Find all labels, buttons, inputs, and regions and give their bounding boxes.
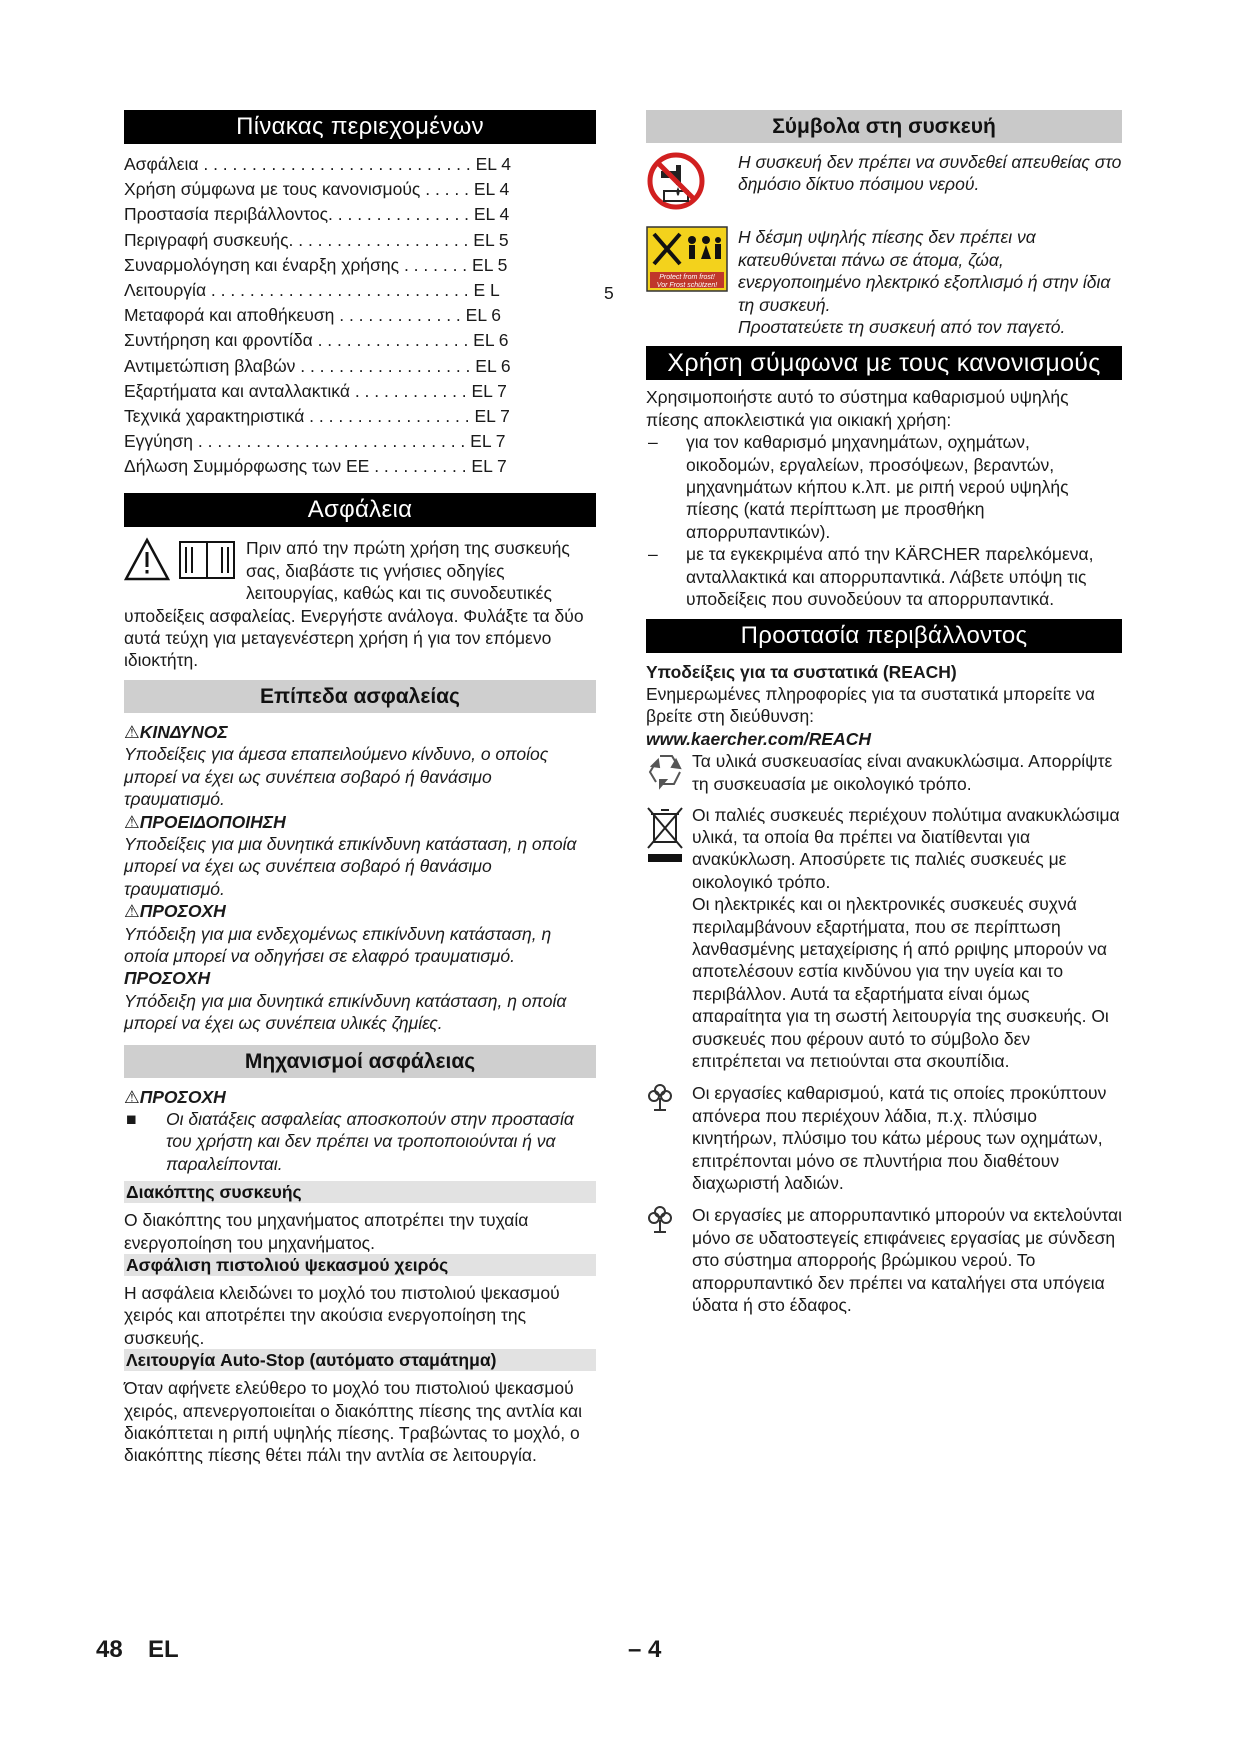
toc-item[interactable]: Αντιμετώπιση βλαβών . . . . . . . . . . . . . . . . . . EL 6 [124,355,511,376]
caution-text: Υπόδειξη για μια ενδεχομένως επικίνδυνη κατάσταση, η οποία μπορεί να οδηγήσει σε ελαφρό τραυματισμό. [124,923,552,966]
safety-intro-text: Πριν από την πρώτη χρήση της συσκευής σας, διαβάστε τις γνήσιες οδηγίες λειτουργίας, καθώς και τις συνοδευτικές υποδείξεις ασφαλείας. Ενεργήστε ανάλογα. Φυλάξτε τα δύο αυτά τεύχη για μεταγενέστερη χρήση ή για τον επόμενο ιδιοκτήτη. [124,538,584,671]
jet-warning-text: Η δέσμη υψηλής πίεσης δεν πρέπει να κατευθύνεται πάνω σε άτομα, ζώα, ενεργοποιημένο ηλεκτρικό εξοπλισμό ή στην ίδια τη συσκευή. [738,227,1111,315]
toc-item[interactable]: Εγγύηση . . . . . . . . . . . . . . . . . . . . . . . . . . . . EL 7 [124,431,506,452]
toc-item[interactable]: Προστασία περιβάλλοντος. . . . . . . . . . . . . . . EL 4 [124,204,510,225]
devices-bullet [124,1108,596,1175]
toc-item[interactable]: Συντήρηση και φροντίδα . . . . . . . . . . . . . . . . EL 6 [124,330,509,351]
caution-label: ⚠ΠΡΟΣΟΧΗ [124,901,226,922]
detergent-note [646,1204,1122,1316]
devices-bullet-text: Οι διατάξεις ασφαλείας αποσκοπούν στην προστασία του χρήστη και δεν πρέπει να τροποποιούνται ή να παραλείπονται. [166,1108,574,1174]
intended-use-intro: Χρησιμοποιήστε αυτό το σύστημα καθαρισμού υψηλής πίεσης αποκλειστικά για οικιακή χρήση: [646,387,1069,430]
detergent-text: Οι εργασίες με απορρυπαντικό μπορούν να εκτελούνται μόνο σε υδατοστεγείς επιφάνειες εργασίας με σύνδεση στο σύστημα απορροής βρώμικου νερού. Το απορρυπαντικό δεν πρέπει να καταλήγει στα υπόγεια ύδατα ή στο έδαφος. [692,1205,1123,1316]
warning-text: Υποδείξεις για μια δυνητικά επικίνδυνη κατάσταση, η οποία μπορεί να έχει ως συνέπεια σοβαρό ή θανάσιμο τραυματισμό. [124,833,577,899]
reach-text: Ενημερωμένες πληροφορίες για τα συστατικά μπορείτε να βρείτε στη διεύθυνση: [646,683,1095,727]
symbols-title: Σύμβολα στη συσκευή [646,110,1122,143]
toc-item[interactable]: Ασφάλεια . . . . . . . . . . . . . . . . . . . . . . . . . . . . EL 4 [124,154,511,174]
symbol-frost [646,316,1122,338]
safety-title: Ασφάλεια [124,493,596,527]
frost-label-1: Protect from frost! [659,274,715,282]
safety-devices-title: Μηχανισμοί ασφάλειας [124,1045,596,1078]
oil-text: Οι εργασίες καθαρισμού, κατά τις οποίες προκύπτουν απόνερα που περιέχουν λάδια, π.χ. πλύσιμο κινητήρων, πλύσιμο του κάτω μέρους των οχημάτων, επιτρέπονται μόνο σε πλυντήρια που διαθέτουν διαχωριστή λαδιών. [692,1083,1107,1194]
autostop-text: Όταν αφήνετε ελεύθερο το μοχλό του πιστολιού ψεκασμού χειρός, απενεργοποιείται ο διακόπτης πίεσης της αντλία και διακόπτεται η ριπή υψηλής πίεσης. Τραβώντας το μοχλό, ο διακόπτης πίεσης θέτει πάλι την αντλία σε λειτουργία. [124,1378,582,1466]
intended-use-item-text: με τα εγκεκριμένα από την KÄRCHER παρελκόμενα, ανταλλακτικά και απορρυπαντικά. Λάβετε υπόψη τις υποδείξεις που συνοδεύουν τα απορρυπαντικά. [686,544,1094,610]
toc-item[interactable]: Μεταφορά και αποθήκευση . . . . . . . . . . . . . EL 6 [124,305,502,326]
intended-use-item [646,431,1122,543]
recycle-text: Τα υλικά συσκευασίας είναι ανακυκλώσιμα. Απορρίψτε τη συσκευασία με οικολογικό τρόπο. [692,751,1113,794]
recycle-icon [646,750,692,797]
danger-label: ⚠ΚΙΝΔΥΝΟΣ [124,721,228,742]
toc-stray-page-number: 5 [604,283,614,303]
intended-use-title: Χρήση σύμφωνα με τους κανονισμούς [646,346,1122,380]
oil-note [646,1082,1122,1194]
manual-book-icon [180,542,234,578]
weee-text: Οι παλιές συσκευές περιέχουν πολύτιμα ανακυκλώσιμα υλικά, τα οποία θα πρέπει να διατίθενται για ανακύκλωση. Αποσύρετε τις παλιές συσκευές με οικολογικό τρόπο. [692,804,1120,892]
gunlock-text: Η ασφάλεια κλειδώνει το μοχλό του πιστολιού ψεκασμού χειρός και αποτρέπει την ακούσια ενεργοποίηση της συσκευής. [124,1283,560,1348]
footer-language: EL [148,1636,179,1663]
environment-title: Προστασία περιβάλλοντος [646,619,1122,653]
no-drinking-water-icon [646,151,738,216]
footer-page-number: 48 [96,1636,123,1663]
toc-item[interactable]: Εξαρτήματα και ανταλλακτικά . . . . . . . . . . . . EL 7 [124,380,507,401]
warning-triangle-icon [126,540,168,579]
no-drinking-water-text: Η συσκευή δεν πρέπει να συνδεθεί απευθείας στο δημόσιο δίκτυο πόσιμου νερού. [738,152,1122,195]
toc-item[interactable]: Περιγραφή συσκευής. . . . . . . . . . . . . . . . . . . EL 5 [124,229,509,250]
reach-title: Υποδείξεις για τα συστατικά (REACH) [646,661,957,682]
dash-mark: – [648,544,658,565]
toc-item[interactable]: Χρήση σύμφωνα με τους κανονισμούς . . . . . EL 4 [124,179,510,200]
warning-label: ⚠ΠΡΟΕΙΔΟΠΟΙΗΣΗ [124,811,286,832]
jet-warning-icon [646,226,738,316]
footer-center-page: – 4 [628,1636,662,1663]
autostop-title: Λειτουργία Auto-Stop (αυτόματο σταμάτημα) [124,1349,596,1371]
switch-text: Ο διακόπτης του μηχανήματος αποτρέπει την τυχαία ενεργοποίηση του μηχανήματος. [124,1210,529,1253]
weee-note [646,804,1122,894]
weee-text-2: Οι ηλεκτρικές και οι ηλεκτρονικές συσκευές συχνά περιλαμβάνουν εξαρτήματα, που σε περίπτωση λανθασμένης μεταχείρισης ή από ρριψης μπορούν να αποτελέσουν εστία κινδύνου για την υγεία και το περιβάλλον. Αυτά τα εξαρτήματα είναι όμως απαραίτητα για τη σωστή λειτουργία της συσκευής. Οι συσκευές που φέρουν αυτό το σύμβολο δεν επιτρέπεται να πετιούνται στα σκουπίδια. [692,894,1109,1071]
right-column [646,110,1122,1316]
dash-mark: – [648,432,658,453]
notice-text: Υπόδειξη για μια δυνητικά επικίνδυνη κατάσταση, η οποία μπορεί να έχει ως συνέπεια υλικές ζημίες. [124,990,567,1034]
frost-label-2: Vor Frost schützen! [656,282,718,290]
toc-title: Πίνακας περιεχομένων [124,110,596,144]
notice-label: ΠΡΟΣΟΧΗ [124,968,211,989]
weee-note-2 [646,893,1122,1072]
left-column [124,110,596,1467]
intended-use-item [646,543,1122,610]
frost-text: Προστατεύετε τη συσκευή από τον παγετό. [738,317,1066,338]
recycle-note [646,750,1122,797]
symbol-jet-warning [646,226,1122,316]
danger-text: Υποδείξεις για άμεσα επαπειλούμενο κίνδυνο, ο οποίος μπορεί να έχει ως συνέπεια σοβαρό ή θανάσιμο τραυματισμό. [124,744,549,810]
toc-item[interactable]: Συναρμολόγηση και έναρξη χρήσης . . . . . . . EL 5 [124,254,508,275]
environment-tree-icon [646,1204,692,1316]
environment-tree-icon [646,1082,692,1194]
toc-item[interactable]: Δήλωση Συμμόρφωσης των ΕΕ . . . . . . . . . . EL 7 [124,456,507,477]
toc-list [124,152,596,479]
symbol-no-drinking-water [646,151,1122,216]
safety-levels-title: Επίπεδα ασφαλείας [124,680,596,713]
switch-title: Διακόπτης συσκευής [124,1181,596,1203]
safety-icons [124,537,244,583]
reach-url-link[interactable]: www.kaercher.com/REACH [646,728,871,749]
gunlock-title: Ασφάλιση πιστολιού ψεκασμού χειρός [124,1254,596,1276]
toc-item[interactable]: Λειτουργία . . . . . . . . . . . . . . . . . . . . . . . . . . . E L [124,279,500,300]
crossed-bin-icon [646,804,692,894]
devices-caution-label: ⚠ΠΡΟΣΟΧΗ [124,1086,226,1107]
bullet-mark: ■ [126,1108,137,1129]
safety-intro [124,537,596,671]
toc-item[interactable]: Τεχνικά χαρακτηριστικά . . . . . . . . . . . . . . . . . EL 7 [124,405,510,426]
intended-use-item-text: για τον καθαρισμό μηχανημάτων, οχημάτων, οικοδομών, εργαλείων, προσόψεων, βεραντών, μηχανημάτων κήπου κ.λπ. με ριπή νερού υψηλής πίεσης (κατά περίπτωση με προσθήκη απορρυπαντικών). [686,432,1069,542]
